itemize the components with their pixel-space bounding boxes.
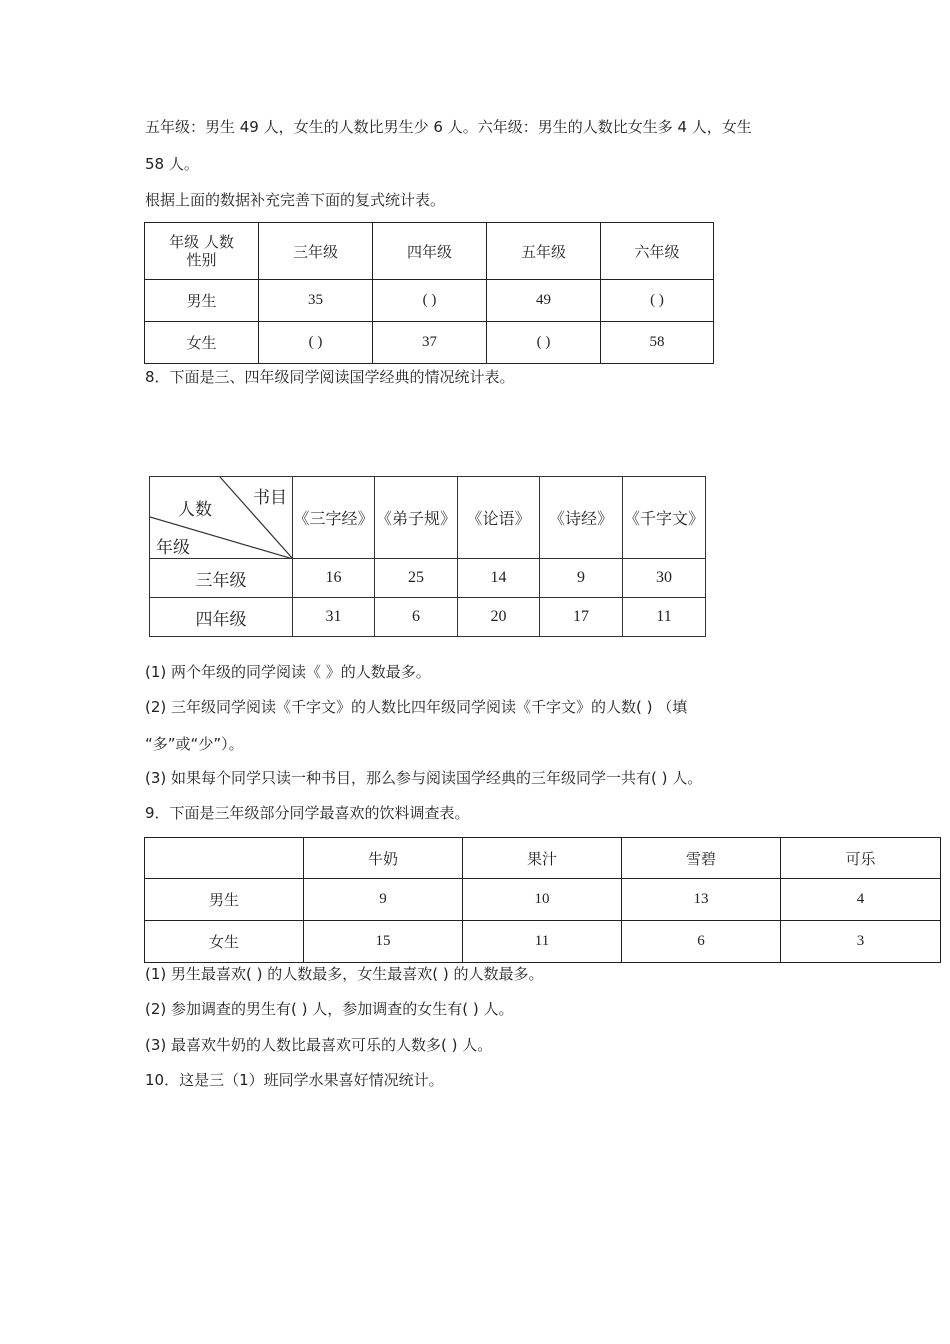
answer-blank[interactable]: ( ) <box>259 322 373 364</box>
q9-sub-1: (1) 男生最喜欢( ) 的人数最多，女生最喜欢( ) 的人数最多。 <box>145 965 544 983</box>
column-header: 《三字经》 <box>293 477 375 559</box>
table-cell: 11 <box>623 598 706 637</box>
table-cell: 30 <box>623 559 706 598</box>
table-cell: 37 <box>373 322 487 364</box>
row-label: 女生 <box>145 322 259 364</box>
column-header: 三年级 <box>259 223 373 280</box>
column-header: 《论语》 <box>458 477 540 559</box>
table-cell: 49 <box>487 280 601 322</box>
column-header: 《弟子规》 <box>375 477 458 559</box>
compound-stat-table <box>144 222 714 364</box>
column-header: 六年级 <box>601 223 714 280</box>
intro-line-1: 五年级：男生 49 人，女生的人数比男生少 6 人。六年级：男生的人数比女生多 4 人，女生 <box>145 118 752 136</box>
column-header: 《千字文》 <box>623 477 706 559</box>
table-cell: 25 <box>375 559 458 598</box>
q8-sub-1: (1) 两个年级的同学阅读《 》的人数最多。 <box>145 663 431 681</box>
table-cell: 10 <box>463 879 622 921</box>
row-label: 四年级 <box>150 598 293 637</box>
table-cell: 20 <box>458 598 540 637</box>
table-cell: 14 <box>458 559 540 598</box>
drink-survey-table <box>144 837 941 963</box>
q8-title: 8．下面是三、四年级同学阅读国学经典的情况统计表。 <box>145 368 515 386</box>
table-cell: 6 <box>375 598 458 637</box>
q9-sub-2: (2) 参加调查的男生有( ) 人，参加调查的女生有( ) 人。 <box>145 1000 514 1018</box>
table-cell: 31 <box>293 598 375 637</box>
q8-sub-2: (2) 三年级同学阅读《千字文》的人数比四年级同学阅读《千字文》的人数( ) （填 <box>145 698 688 716</box>
column-header: 果汁 <box>463 838 622 879</box>
row-label: 男生 <box>145 879 304 921</box>
intro-line-2: 58 人。 <box>145 155 199 173</box>
table-cell: 16 <box>293 559 375 598</box>
q10-title: 10．这是三（1）班同学水果喜好情况统计。 <box>145 1071 444 1089</box>
column-header: 四年级 <box>373 223 487 280</box>
q8-sub-2b: “多”或“少”）。 <box>145 735 244 753</box>
answer-blank[interactable]: ( ) <box>373 280 487 322</box>
empty-corner-cell <box>145 838 304 879</box>
intro-line-3: 根据上面的数据补充完善下面的复式统计表。 <box>145 191 446 209</box>
answer-blank[interactable]: ( ) <box>601 280 714 322</box>
table-cell: 17 <box>540 598 623 637</box>
column-header: 雪碧 <box>622 838 781 879</box>
answer-blank[interactable]: ( ) <box>487 322 601 364</box>
column-header: 五年级 <box>487 223 601 280</box>
table-cell: 15 <box>304 921 463 963</box>
column-header: 《诗经》 <box>540 477 623 559</box>
table-cell: 11 <box>463 921 622 963</box>
table-cell: 9 <box>304 879 463 921</box>
row-label: 三年级 <box>150 559 293 598</box>
q8-sub-3: (3) 如果每个同学只读一种书目，那么参与阅读国学经典的三年级同学一共有( ) 人。 <box>145 769 703 787</box>
table-cell: 4 <box>781 879 941 921</box>
q9-sub-3: (3) 最喜欢牛奶的人数比最喜欢可乐的人数多( ) 人。 <box>145 1036 493 1054</box>
corner-bottom-label: 性别 <box>186 251 217 269</box>
table-cell: 3 <box>781 921 941 963</box>
row-label: 男生 <box>145 280 259 322</box>
row-label: 女生 <box>145 921 304 963</box>
q9-title: 9．下面是三年级部分同学最喜欢的饮料调查表。 <box>145 804 470 822</box>
table-cell: 35 <box>259 280 373 322</box>
table-cell: 13 <box>622 879 781 921</box>
table-corner-header <box>145 223 259 280</box>
diagonal-corner-header <box>150 477 293 559</box>
corner-grade-label: 年级 <box>156 538 190 558</box>
table-cell: 6 <box>622 921 781 963</box>
reading-stat-table <box>149 476 706 637</box>
table-cell: 9 <box>540 559 623 598</box>
corner-count-label: 人数 <box>178 500 212 520</box>
table-cell: 58 <box>601 322 714 364</box>
corner-top-label: 年级 人数 <box>169 233 234 251</box>
column-header: 牛奶 <box>304 838 463 879</box>
column-header: 可乐 <box>781 838 941 879</box>
corner-book-label: 书目 <box>253 488 287 508</box>
